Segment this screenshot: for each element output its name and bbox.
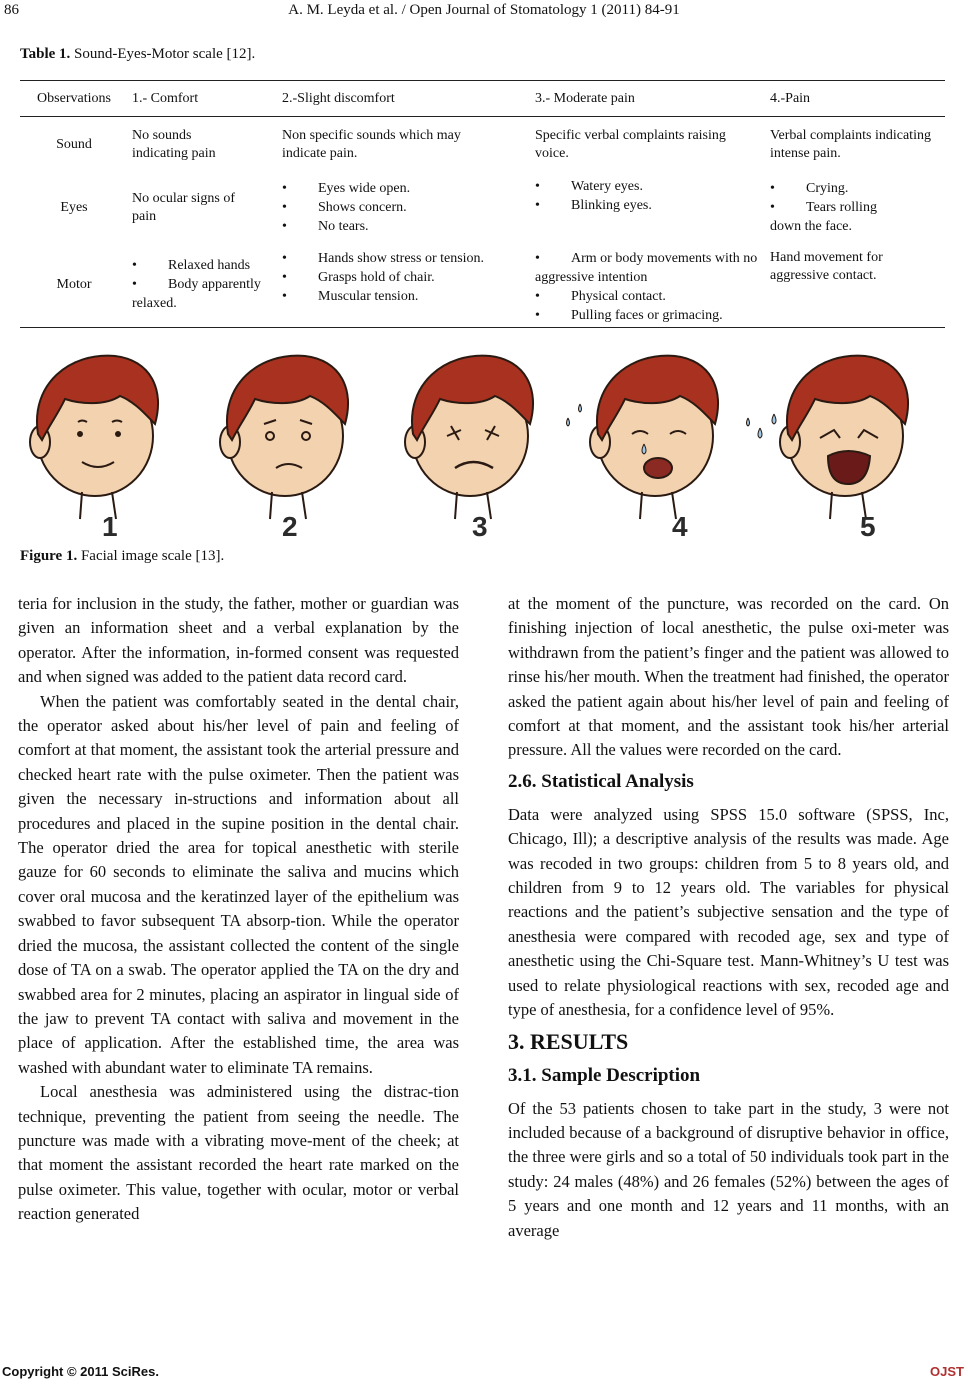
- list-item: • Tears rolling down the face.: [770, 198, 905, 236]
- face-4-pain-crying: [567, 356, 719, 519]
- cell-sound-comfort: No sounds indicating pain: [132, 127, 216, 161]
- right-column: [508, 592, 949, 1243]
- table-row-eyes: [20, 173, 945, 243]
- cell-sound-moderate: Specific verbal complaints raising voice.: [535, 127, 726, 161]
- cell-eyes-moderate: [531, 173, 766, 243]
- list-item: • Crying.: [770, 179, 905, 198]
- journal-abbrev: OJST: [930, 1364, 964, 1379]
- section-heading: 2.6. Statistical Analysis: [508, 770, 694, 792]
- list-item: • Physical contact.: [535, 287, 762, 306]
- cell-motor-moderate: [531, 243, 766, 328]
- table-header-row: [20, 81, 945, 117]
- sem-scale-table: [20, 80, 945, 328]
- list-item: • No tears.: [282, 217, 527, 236]
- page-header: [0, 2, 968, 22]
- face-2-slight-discomfort: [220, 356, 348, 519]
- face-number-5: 5: [860, 511, 876, 542]
- paragraph: teria for inclusion in the study, the father, mother or guardian was given an information sheet and a verbal explanation by the operator. After the information, in-formed consent was requested and when signed was added to the patient data record card.: [18, 594, 459, 687]
- list-item: • Eyes wide open.: [282, 179, 527, 198]
- figure-caption-label: Figure 1.: [20, 548, 78, 564]
- list-item: • Arm or body movements with no aggressive intention: [535, 249, 762, 287]
- list-item: • Muscular tension.: [282, 287, 527, 306]
- cell-eyes-slight: [278, 173, 531, 243]
- list-item: • Body apparently relaxed.: [132, 275, 274, 313]
- cell-motor-slight: [278, 243, 531, 328]
- list-item: • Shows concern.: [282, 198, 527, 217]
- col-comfort: 1.- Comfort: [132, 90, 199, 106]
- cell-eyes-pain: [766, 173, 945, 243]
- section-heading: 3. RESULTS: [508, 1028, 629, 1054]
- list-item: • Blinking eyes.: [535, 196, 762, 215]
- list-item: • Watery eyes.: [535, 177, 762, 196]
- face-5-intense-pain: [747, 356, 909, 519]
- col-slight-discomfort: 2.-Slight discomfort: [282, 90, 395, 106]
- figure-caption: [20, 548, 224, 565]
- cell-eyes-comfort: No ocular signs of pain: [132, 190, 236, 224]
- paragraph: Of the 53 patients chosen to take part in the study, 3 were not included because of a background of disruptive behavior in office, the three were girls and so a total of 50 individuals took part in the study: 24 males (48%) and 26 females (52%) between the ages of 5 years and one month and 12 years and 11 months, with an average: [508, 1098, 949, 1240]
- cell-motor-comfort: [128, 243, 278, 328]
- cell-motor-pain: Hand movement for aggressive contact.: [770, 249, 883, 283]
- section-heading: 3.1. Sample Description: [508, 1064, 701, 1086]
- row-label-sound: Sound: [56, 136, 92, 152]
- list-item: • Grasps hold of chair.: [282, 268, 527, 287]
- cell-sound-pain: Verbal complaints indicating intense pain.: [770, 127, 931, 161]
- table-row-sound: [20, 117, 945, 173]
- col-moderate-pain: 3.- Moderate pain: [535, 90, 635, 106]
- row-label-eyes: Eyes: [60, 199, 88, 215]
- face-number-3: 3: [472, 511, 488, 542]
- left-column: [18, 592, 459, 1227]
- face-number-4: 4: [672, 511, 688, 542]
- facial-image-scale-figure: [20, 338, 950, 543]
- face-number-1: 1: [102, 511, 118, 542]
- col-observations: Observations: [37, 90, 111, 106]
- paragraph: Data were analyzed using SPSS 15.0 software (SPSS, Inc, Chicago, Ill); a descriptive analysis of the results was made. Age was recoded in two groups: children from 5 to 8 years old, and children from 9 to 12 years old. The variables for physical reactions and the patient’s subjective sensation and the type of anesthesia were compared with recoded age, sex and type of anesthetic using the Chi-Square test. Mann-Whitney’s U test was used to relate physiological reactions with sex, recoded age and type of anesthesia, for a confidence level of 95%.: [508, 804, 949, 1020]
- page-number: 86: [4, 2, 19, 18]
- table-row-motor: [20, 243, 945, 328]
- cell-sound-slight: Non specific sounds which may indicate pain.: [282, 127, 461, 161]
- paragraph: When the patient was comfortably seated in the dental chair, the operator asked about his/her level of pain and feeling of comfort at that moment, the assistant took the arterial pressure and checked heart rate with the pulse oximeter. Then the patient was given the necessary in-structions and information about all procedures and placed in the supine position in the dental chair. The operator dried the area for topical anesthetic with sterile gauze for 60 seconds to eliminate the saliva and mucins which cover oral mucosa and the keratinzed layer of the epithelium was swabbed to favor subsequent TA absorp-tion. While the operator dried the mucosa, the assistant collected the content of the single dose of TA on a swab. The operator applied the TA on the dry and swabbed area for 2 minutes, placing an aspirator in lingual side of the jaw to prevent TA contact with saliva and movement in the place of application. After the established time, the area was washed with abundant water to eliminate TA remains.: [18, 691, 459, 1077]
- paragraph: at the moment of the puncture, was recorded on the card. On finishing injection of local anesthetic, the pulse oxi-meter was withdrawn from the patient’s finger and the patient was allowed to rinse his/her mouth. When the treatment had finished, the operator asked the patient again about his/her level of pain and feeling of comfort at that moment, and the assistant took his/her arterial pressure. All the values were recorded on the card.: [508, 594, 949, 760]
- face-1-comfort: [30, 356, 158, 519]
- face-number-2: 2: [282, 511, 298, 542]
- list-item: • Pulling faces or grimacing.: [535, 306, 762, 325]
- table-caption: [20, 46, 255, 63]
- row-label-motor: Motor: [56, 276, 92, 292]
- table-caption-label: Table 1.: [20, 46, 71, 62]
- col-pain: 4.-Pain: [770, 90, 811, 106]
- list-item: • Relaxed hands: [132, 256, 274, 275]
- figure-caption-text: Facial image scale [13].: [77, 548, 225, 564]
- running-title: A. M. Leyda et al. / Open Journal of Stomatology 1 (2011) 84-91: [288, 2, 680, 18]
- paragraph: Local anesthesia was administered using the distrac-tion technique, preventing the patient from seeing the needle. The puncture was made with a vibrating move-ment of the cheek; at that moment the assistant recorded the heart rate marked on the pulse oximeter. This value, together with ocular, motor or verbal reaction generated: [18, 1082, 459, 1224]
- face-3-moderate-pain: [405, 356, 533, 519]
- copyright-text: Copyright © 2011 SciRes.: [2, 1364, 159, 1379]
- list-item: • Hands show stress or tension.: [282, 249, 527, 268]
- table-caption-text: Sound-Eyes-Motor scale [12].: [70, 46, 256, 62]
